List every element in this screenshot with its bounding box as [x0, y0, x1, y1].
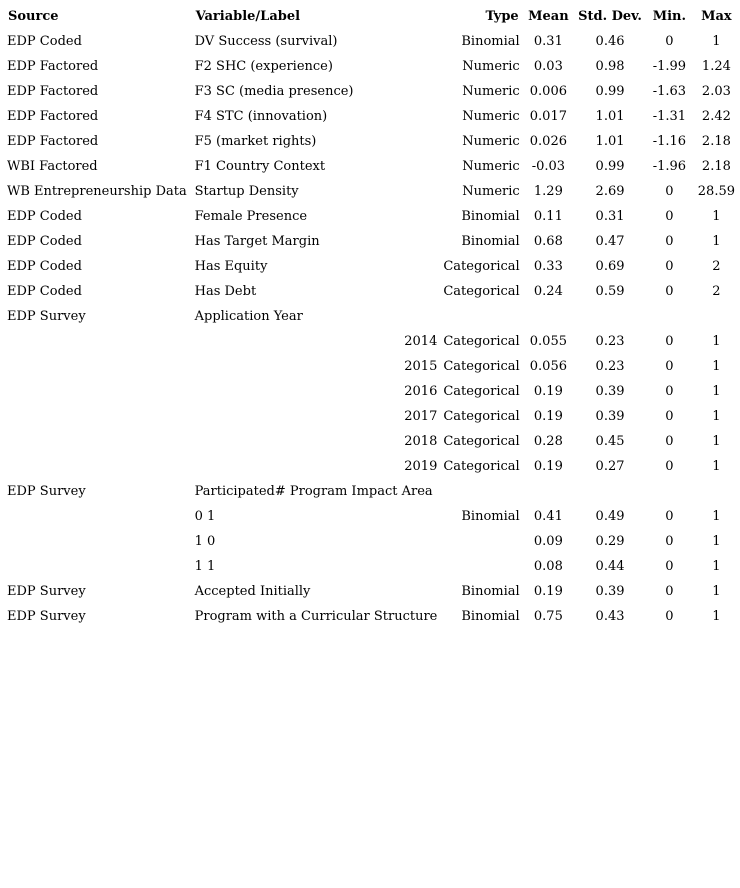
- cell-year: 2014: [404, 333, 438, 349]
- cell-min: 0: [665, 33, 674, 49]
- cell-year: 2015: [404, 358, 438, 374]
- cell-std-dev: 0.27: [595, 458, 625, 474]
- cell-min: 0: [665, 383, 674, 399]
- cell-std-dev: 1.01: [595, 108, 625, 124]
- cell-variable-label: F5 (market rights): [194, 133, 317, 149]
- cell-source: [4, 554, 192, 579]
- cell-mean: 0.33: [533, 258, 563, 274]
- cell-type: Numeric: [462, 183, 520, 199]
- cell-mean: 0.017: [529, 108, 567, 124]
- cell-variable-label: Startup Density: [194, 183, 299, 199]
- table-row: [4, 129, 740, 154]
- cell-mean: 0.19: [533, 383, 563, 399]
- table-row: [4, 504, 740, 529]
- cell-variable-label: F1 Country Context: [194, 158, 326, 174]
- cell-std-dev: 0.46: [595, 33, 625, 49]
- cell-std-dev: 0.39: [595, 583, 625, 599]
- cell-std-dev: 0.45: [595, 433, 625, 449]
- cell-max: 1: [712, 508, 721, 524]
- cell-max: 2: [712, 258, 721, 274]
- table-row: [4, 79, 740, 104]
- header-max: Max: [701, 9, 732, 24]
- cell-min: -1.96: [652, 158, 687, 174]
- descriptive-statistics-table: [4, 5, 740, 629]
- cell-source: [4, 404, 192, 429]
- table-row: [4, 154, 740, 179]
- cell-type: Binomial: [461, 208, 520, 224]
- cell-mean: 0.19: [533, 458, 563, 474]
- cell-type: Categorical: [443, 433, 520, 449]
- table-row: [4, 554, 740, 579]
- cell-variable-label: Accepted Initially: [194, 583, 311, 599]
- header-source: Source: [8, 9, 59, 24]
- cell-source: EDP Coded: [7, 258, 82, 274]
- cell-mean: 0.41: [533, 508, 563, 524]
- cell-source: [4, 429, 192, 454]
- cell-std-dev: 0.99: [595, 158, 625, 174]
- header-mean: Mean: [528, 9, 569, 24]
- cell-max: 1: [712, 33, 721, 49]
- cell-variable-label: F4 STC (innovation): [194, 108, 328, 124]
- cell-min: 0: [665, 408, 674, 424]
- cell-type: Categorical: [443, 408, 520, 424]
- table-row: [4, 354, 740, 379]
- cell-mean: -0.03: [531, 158, 566, 174]
- table-row: [4, 604, 740, 629]
- cell-source: EDP Survey: [7, 483, 86, 499]
- cell-std-dev: 0.43: [595, 608, 625, 624]
- table-row: [4, 179, 740, 204]
- cell-min: 0: [665, 333, 674, 349]
- cell-std-dev: 2.69: [595, 183, 625, 199]
- cell-max: 1: [712, 608, 721, 624]
- cell-year: 2019: [404, 458, 438, 474]
- cell-source: EDP Factored: [7, 108, 99, 124]
- cell-min: 0: [665, 283, 674, 299]
- cell-std-dev: 0.47: [595, 233, 625, 249]
- table-row: [4, 304, 740, 329]
- cell-source: [4, 529, 192, 554]
- cell-type: Numeric: [462, 108, 520, 124]
- cell-variable-label: Has Debt: [194, 283, 257, 299]
- cell-mean: 0.19: [533, 583, 563, 599]
- cell-min: [646, 304, 693, 329]
- table-row: [4, 404, 740, 429]
- cell-mean: 0.11: [533, 208, 563, 224]
- cell-min: -1.99: [652, 58, 687, 74]
- table-row: [4, 454, 740, 479]
- cell-type: Numeric: [462, 83, 520, 99]
- cell-min: 0: [665, 458, 674, 474]
- cell-max: 1: [712, 383, 721, 399]
- cell-std-dev: 0.23: [595, 333, 625, 349]
- cell-mean: 0.056: [529, 358, 567, 374]
- cell-max: 1: [712, 358, 721, 374]
- cell-year: 2017: [404, 408, 438, 424]
- cell-source: EDP Coded: [7, 33, 82, 49]
- cell-std-dev: 0.59: [595, 283, 625, 299]
- cell-std-dev: 0.31: [595, 208, 625, 224]
- cell-type: Binomial: [461, 33, 520, 49]
- cell-std-dev: [574, 304, 646, 329]
- cell-max: 1: [712, 458, 721, 474]
- cell-max: 2: [712, 283, 721, 299]
- cell-mean: 0.026: [529, 133, 567, 149]
- cell-max: 2.18: [701, 133, 731, 149]
- cell-min: 0: [665, 583, 674, 599]
- header-std-dev: Std. Dev.: [578, 9, 642, 24]
- cell-variable-label: DV Success (survival): [194, 33, 338, 49]
- cell-type: Numeric: [462, 158, 520, 174]
- cell-type: Categorical: [443, 458, 520, 474]
- cell-std-dev: 0.39: [595, 408, 625, 424]
- cell-mean: [523, 479, 574, 504]
- cell-type: Binomial: [461, 233, 520, 249]
- cell-max: 1: [712, 333, 721, 349]
- cell-type: Binomial: [461, 508, 520, 524]
- cell-std-dev: 0.49: [595, 508, 625, 524]
- cell-source: [4, 354, 192, 379]
- cell-variable-label: Application Year: [194, 308, 303, 324]
- cell-type: [440, 304, 522, 329]
- cell-std-dev: [574, 479, 646, 504]
- cell-max: 28.59: [697, 183, 735, 199]
- cell-variable-label: 1 0: [194, 533, 216, 549]
- cell-mean: 0.09: [533, 533, 563, 549]
- cell-mean: 0.75: [533, 608, 563, 624]
- cell-min: 0: [665, 433, 674, 449]
- cell-max: 1: [712, 533, 721, 549]
- header-row: [4, 5, 740, 29]
- cell-variable-label: 1 1: [194, 558, 216, 574]
- table-row: [4, 429, 740, 454]
- cell-std-dev: 1.01: [595, 133, 625, 149]
- cell-variable-label: Program with a Curricular Structure: [194, 608, 438, 624]
- cell-max: 2.42: [701, 108, 731, 124]
- cell-type: Numeric: [462, 58, 520, 74]
- cell-source: [4, 379, 192, 404]
- cell-min: 0: [665, 533, 674, 549]
- cell-max: 1: [712, 558, 721, 574]
- cell-type: Categorical: [443, 358, 520, 374]
- table-body: [4, 29, 740, 629]
- cell-year: 2016: [404, 383, 438, 399]
- header-type: Type: [485, 9, 519, 24]
- cell-max: 1: [712, 433, 721, 449]
- cell-mean: 1.29: [533, 183, 563, 199]
- cell-min: -1.16: [652, 133, 687, 149]
- cell-std-dev: 0.29: [595, 533, 625, 549]
- cell-variable-label: F3 SC (media presence): [194, 83, 354, 99]
- table-row: [4, 54, 740, 79]
- cell-mean: 0.055: [529, 333, 567, 349]
- cell-mean: 0.28: [533, 433, 563, 449]
- table-row: [4, 29, 740, 54]
- cell-mean: 0.68: [533, 233, 563, 249]
- cell-source: EDP Survey: [7, 608, 86, 624]
- cell-min: 0: [665, 183, 674, 199]
- cell-source: EDP Survey: [7, 308, 86, 324]
- cell-type: Categorical: [443, 283, 520, 299]
- cell-max: 1: [712, 233, 721, 249]
- cell-min: 0: [665, 208, 674, 224]
- cell-std-dev: 0.69: [595, 258, 625, 274]
- cell-source: EDP Factored: [7, 58, 99, 74]
- cell-variable-label: Has Target Margin: [194, 233, 320, 249]
- cell-variable-label: Has Equity: [194, 258, 268, 274]
- cell-source: EDP Factored: [7, 83, 99, 99]
- cell-type: Categorical: [443, 383, 520, 399]
- header-variable-label: Variable/Label: [195, 9, 301, 24]
- cell-min: [646, 479, 693, 504]
- cell-max: 1: [712, 583, 721, 599]
- cell-min: 0: [665, 233, 674, 249]
- table-row: [4, 254, 740, 279]
- table-row: [4, 229, 740, 254]
- cell-min: 0: [665, 558, 674, 574]
- cell-max: [693, 479, 740, 504]
- cell-mean: 0.24: [533, 283, 563, 299]
- table-row: [4, 379, 740, 404]
- cell-source: [4, 454, 192, 479]
- cell-min: 0: [665, 508, 674, 524]
- cell-source: EDP Coded: [7, 233, 82, 249]
- cell-type: Binomial: [461, 608, 520, 624]
- cell-mean: 0.03: [533, 58, 563, 74]
- cell-mean: 0.006: [529, 83, 567, 99]
- cell-max: [693, 304, 740, 329]
- cell-type: Categorical: [443, 333, 520, 349]
- cell-type: [440, 479, 522, 504]
- cell-type: [440, 529, 522, 554]
- cell-source: [4, 504, 192, 529]
- cell-type: Binomial: [461, 583, 520, 599]
- cell-max: 1.24: [701, 58, 731, 74]
- cell-max: 1: [712, 208, 721, 224]
- cell-source: EDP Survey: [7, 583, 86, 599]
- cell-min: -1.31: [652, 108, 687, 124]
- cell-variable-label: Participated# Program Impact Area: [194, 483, 433, 499]
- cell-std-dev: 0.99: [595, 83, 625, 99]
- cell-mean: [523, 304, 574, 329]
- cell-source: [4, 329, 192, 354]
- cell-type: Categorical: [443, 258, 520, 274]
- cell-variable-label: Female Presence: [194, 208, 308, 224]
- cell-type: Numeric: [462, 133, 520, 149]
- cell-variable-label: F2 SHC (experience): [194, 58, 333, 74]
- table-row: [4, 529, 740, 554]
- cell-min: 0: [665, 608, 674, 624]
- cell-min: 0: [665, 358, 674, 374]
- cell-year: 2018: [404, 433, 438, 449]
- table-row: [4, 204, 740, 229]
- cell-source: EDP Factored: [7, 133, 99, 149]
- cell-std-dev: 0.23: [595, 358, 625, 374]
- cell-max: 2.18: [701, 158, 731, 174]
- cell-mean: 0.31: [533, 33, 563, 49]
- cell-std-dev: 0.39: [595, 383, 625, 399]
- cell-type: [440, 554, 522, 579]
- cell-mean: 0.19: [533, 408, 563, 424]
- cell-max: 1: [712, 408, 721, 424]
- cell-max: 2.03: [701, 83, 731, 99]
- cell-source: EDP Coded: [7, 208, 82, 224]
- cell-source: WB Entrepreneurship Data: [7, 183, 187, 199]
- cell-variable-label: 0 1: [194, 508, 216, 524]
- cell-source: EDP Coded: [7, 283, 82, 299]
- cell-std-dev: 0.44: [595, 558, 625, 574]
- cell-source: WBI Factored: [7, 158, 98, 174]
- header-min: Min.: [652, 9, 687, 24]
- cell-min: -1.63: [652, 83, 687, 99]
- cell-mean: 0.08: [533, 558, 563, 574]
- table-row: [4, 479, 740, 504]
- table-row: [4, 104, 740, 129]
- table-row: [4, 279, 740, 304]
- cell-min: 0: [665, 258, 674, 274]
- table-row: [4, 329, 740, 354]
- table-row: [4, 579, 740, 604]
- cell-std-dev: 0.98: [595, 58, 625, 74]
